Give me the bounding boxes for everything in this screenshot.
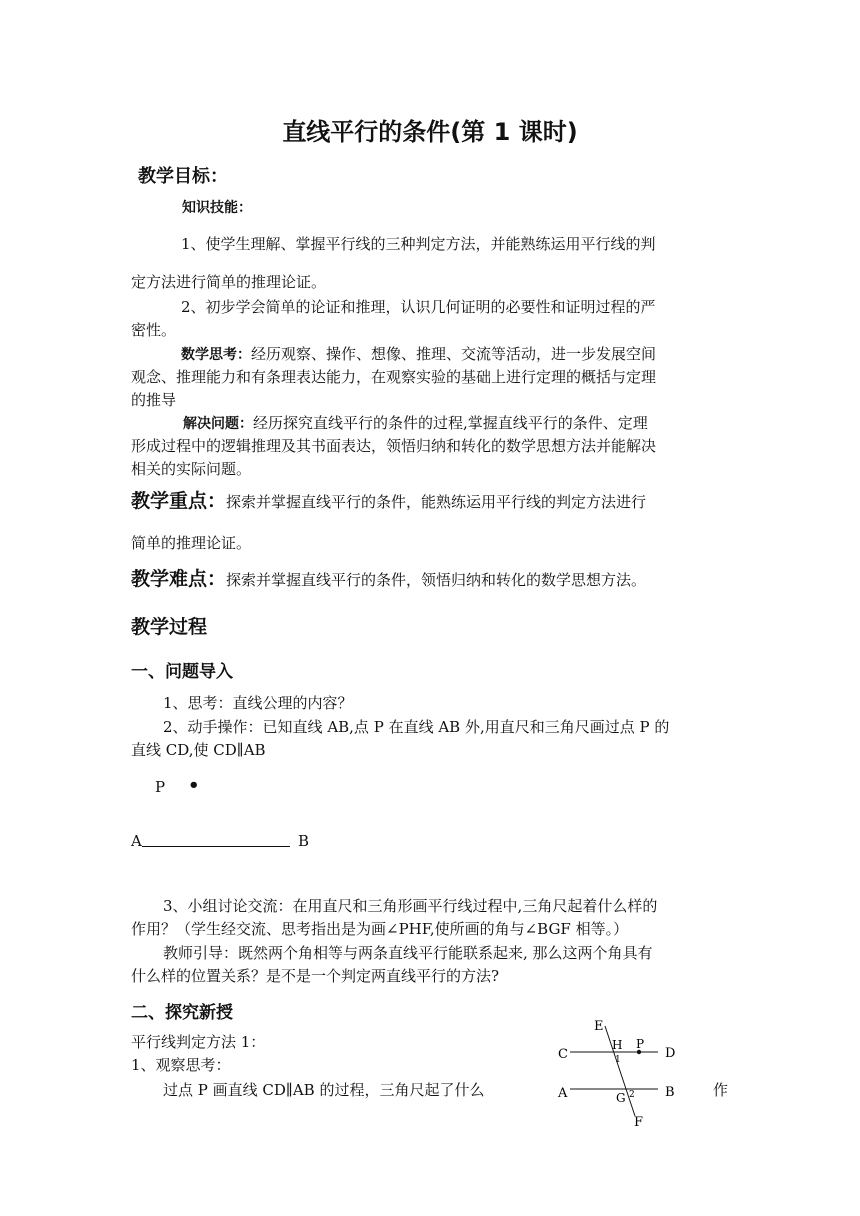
knowledge-label: 知识技能： (182, 200, 252, 216)
label-b: B (665, 1085, 675, 1100)
problem-solving-label: 解决问题： (183, 416, 253, 432)
figure-line-ab (142, 846, 290, 847)
objectives-heading: 教学目标： (138, 166, 228, 187)
math-thinking-line-1 (181, 343, 656, 367)
question-3-line-1: 3、小组讨论交流：在用直尺和三角形画平行线过程中,三角尺起着什么样的 (163, 897, 658, 915)
difficulties-text: 探索并掌握直线平行的条件，领悟归纳和转化的数学思想方法。 (226, 571, 647, 589)
figure-point-p-dot: • (188, 775, 200, 796)
label-d: D (665, 1046, 676, 1061)
section-1-heading: 一、问题导入 (131, 662, 233, 682)
math-thinking-line-2: 观念、推理能力和有条理表达能力，在观察实验的基础上进行定理的概括与定理 (131, 368, 657, 386)
label-a: A (558, 1086, 568, 1101)
method-1-label: 平行线判定方法 1： (131, 1033, 266, 1051)
problem-solving-line-1 (183, 412, 648, 436)
problem-solving-text: 经历探究直线平行的条件的过程,掌握直线平行的条件、定理 (253, 414, 648, 432)
label-f: F (634, 1115, 644, 1130)
key-points-text: 探索并掌握直线平行的条件，能熟练运用平行线的判定方法进行 (226, 493, 647, 511)
key-points-line-2: 简单的推理论证。 (131, 534, 252, 552)
difficulties-label: 教学难点： (131, 568, 227, 590)
label-g: G (616, 1091, 626, 1105)
section-2-heading: 二、探究新授 (131, 1003, 233, 1023)
knowledge-item-2-line-2: 密性。 (131, 321, 177, 339)
question-3-line-2: 作用？（学生经交流、思考指出是为画∠PHF,使所画的角与∠BGF 相等。） (131, 920, 629, 938)
label-c: C (558, 1047, 568, 1062)
question-2-line-2: 直线 CD,使 CD∥AB (131, 741, 266, 759)
figure-point-p-label: P (155, 778, 166, 796)
label-e: E (594, 1019, 604, 1034)
math-thinking-label: 数学思考： (181, 347, 251, 363)
observe-text-part-2: 作 (713, 1081, 729, 1099)
knowledge-item-1-line-2: 定方法进行简单的推理论证。 (131, 273, 327, 291)
angle-2-label: 2 (629, 1090, 635, 1100)
problem-solving-line-2: 形成过程中的逻辑推理及其书面表达，领悟归纳和转化的数学思想方法并能解决 (131, 437, 657, 455)
math-thinking-line-3: 的推导 (131, 391, 177, 409)
observe-label: 1、观察思考： (131, 1056, 231, 1074)
page-title: 直线平行的条件(第 1 课时) (282, 118, 578, 146)
knowledge-item-2-line-1: 2、初步学会简单的论证和推理，认识几何证明的必要性和证明过程的严 (181, 298, 656, 316)
question-1: 1、思考：直线公理的内容？ (163, 694, 353, 712)
teacher-guide-line-1: 教师引导：既然两个角相等与两条直线平行能联系起来, 那么这两个角具有 (163, 944, 653, 962)
observe-text-part-1: 过点 P 画直线 CD∥AB 的过程，三角尺起了什么 (163, 1081, 485, 1099)
problem-solving-line-3: 相关的实际问题。 (131, 460, 252, 478)
figure-point-b-label: B (298, 832, 310, 850)
question-2-line-1: 2、动手操作：已知直线 AB,点 P 在直线 AB 外,用直尺和三角尺画过点 P 的 (163, 718, 670, 736)
label-p: P (636, 1037, 645, 1051)
angle-1-label: 1 (615, 1055, 621, 1065)
process-heading: 教学过程 (131, 616, 208, 638)
teacher-guide-line-2: 什么样的位置关系？是不是一个判定两直线平行的方法? (131, 967, 500, 985)
label-h: H (612, 1038, 623, 1052)
key-points-line-1 (131, 490, 646, 514)
knowledge-item-1-line-1: 1、使学生理解、掌握平行线的三种判定方法，并能熟练运用平行线的判 (181, 235, 656, 253)
key-points-label: 教学重点： (131, 490, 227, 512)
figure-point-a-label: A (131, 832, 142, 850)
math-thinking-text: 经历观察、操作、想像、推理、交流等活动，进一步发展空间 (251, 345, 657, 363)
difficulties-line (131, 568, 646, 592)
parallel-lines-diagram (550, 1010, 700, 1135)
